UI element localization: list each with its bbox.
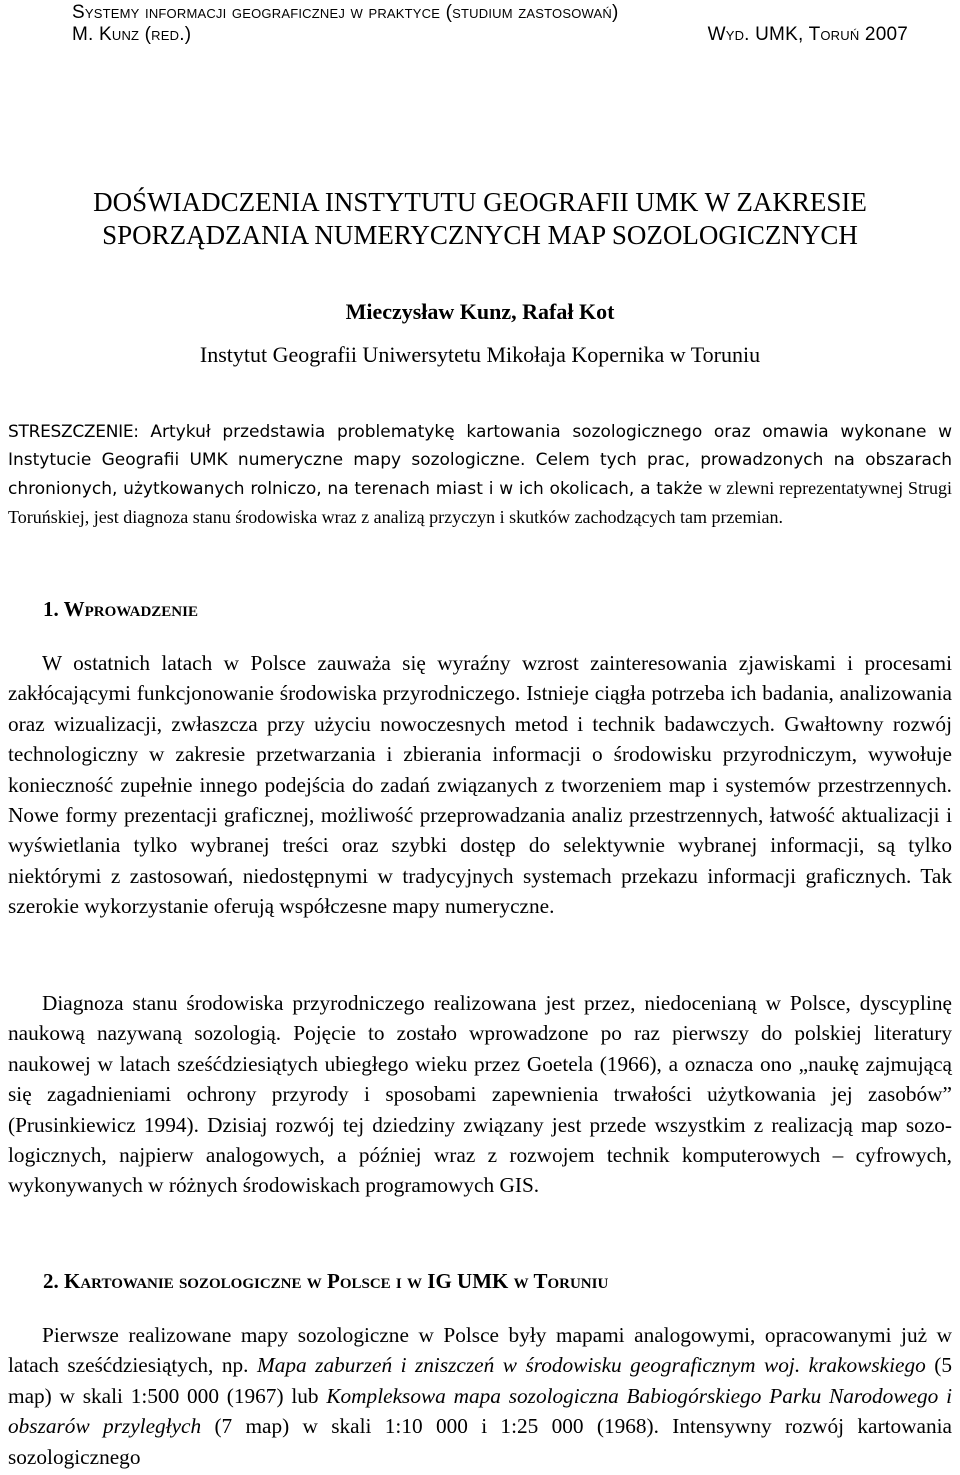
section-1-paragraph-1 [8,648,952,922]
section-heading-sozological-mapping: 2. Kartowanie sozologiczne w Polsce i w IG UMK w Toruniu [43,1269,609,1293]
editors: M. Kunz (red.) [72,24,192,45]
text-run: Pierwsze realizowane mapy sozologiczne w Polsce były mapami analogowymi, opracowanymi już w latach sześćdziesiątych, np. [8,1323,952,1378]
paragraph: Diagnoza stanu środowiska przyrodniczego realizowana jest przez, niedocenianą w Polsce, dyscyplinę naukową nazywaną sozologią. Pojęcie to zostało wprowadzone po raz pierwszy do polskiej literatury naukowej w latach sześćdziesiątych ubiegłego wieku przez Goetela (1966), a oznacza ono „naukę zajmującą się zagadnieniami ochrony przyrody i sposobami zapewnienia trwałości użytkowania jej zasobów” (Prusinkiewicz 1994). Dzisiaj rozwój tej dziedziny związany jest przede wszystkim z realizacją map sozologicznych, najpierw analogowych, a później wraz z rozwojem technik komputerowych – cyfrowych, wykonywanych w różnych środowiskach programowych GIS. [8,991,952,1198]
map-title-italic: Kompleksowa mapa sozologiczna Babiogórskiego Parku Narodowego i obszarów przyległych [8,1383,952,1439]
section-1-paragraph-2 [8,988,952,1201]
running-header-series [72,2,908,24]
paragraph: W ostatnich latach w Polsce zauważa się wyraźny wzrost zainteresowania zjawiskami i procesami zakłócającymi funkcjonowanie środowiska przyrodniczego. Istnieje ciągła potrzeba ich badania, analizowania oraz wizualizacji, zwłaszcza przy użyciu nowoczesnych metod i technik badawczych. Gwałtowny rozwój technologiczny w zakresie przetwarzania i zbierania informacji o środowisku przyrodniczym, wywołuje konieczność zupełnie innego podejścia do zadań związanych z tworzeniem map i systemów przestrzennych. Nowe formy prezentacji graficznej, możliwość przeprowadzania analiz przestrzennych, łatwość aktualizacji i wyświetlania tylko wybranej treści oraz szybki dostęp do selektywnie wybranej informacji, są tylko niektórymi z zastosowań, niedostępnymi w tradycyjnych systemach przekazu informacji graficznych. Tak szerokie wykorzystanie oferują współczesne mapy numeryczne. [8,651,952,919]
text-run: (5 map) w skali 1:500 000 (1967) lub [8,1353,952,1408]
abstract-text-continued: w zlewni reprezentatywnej Strugi Toruńskiej, jest diagnoza stanu środowiska wraz z analizą przyczyn i skutków zachodzących tam przemian. [8,478,952,527]
title-line-1: DOŚWIADCZENIA INSTYTUTU GEOGRAFII UMK W ZAKRESIE [93,187,867,217]
abstract-text: Artykuł przedstawia problematykę kartowania sozologicznego oraz omawia wykonane w Instytucie Geografii UMK numeryczne mapy sozologiczne. Celem tych prac, prowadzonych na obszarach chronionych, użytkowanych rolniczo, na terenach miast i w ich okolicach, a także [8,422,952,499]
affiliation: Instytut Geografii Uniwersytetu Mikołaja Kopernika w Toruniu [199,342,761,367]
paragraph [8,1320,952,1472]
article-title [0,186,960,252]
map-title-italic: Mapa zaburzeń i zniszczeń w środowisku geograficznym woj. krakowskiego [257,1353,926,1378]
section-heading-introduction: 1. Wprowadzenie [43,597,198,621]
section-2-paragraph-1 [8,1320,952,1472]
authors: Mieczysław Kunz, Rafał Kot [345,299,615,324]
title-line-2: SPORZĄDZANIA NUMERYCZNYCH MAP SOZOLOGICZNYCH [102,220,858,250]
abstract-label: STRESZCZENIE: [8,422,139,442]
series-title: Systemy informacji geograficznej w praktyce (studium zastosowań) [72,2,619,23]
abstract [8,418,952,532]
running-header-meta [72,24,908,46]
publisher: Wyd. UMK, Toruń 2007 [707,24,908,45]
text-run: (7 map) w skali 1:10 000 i 1:25 000 (1968). Intensywny rozwój kartowania sozologicznego [8,1414,952,1469]
